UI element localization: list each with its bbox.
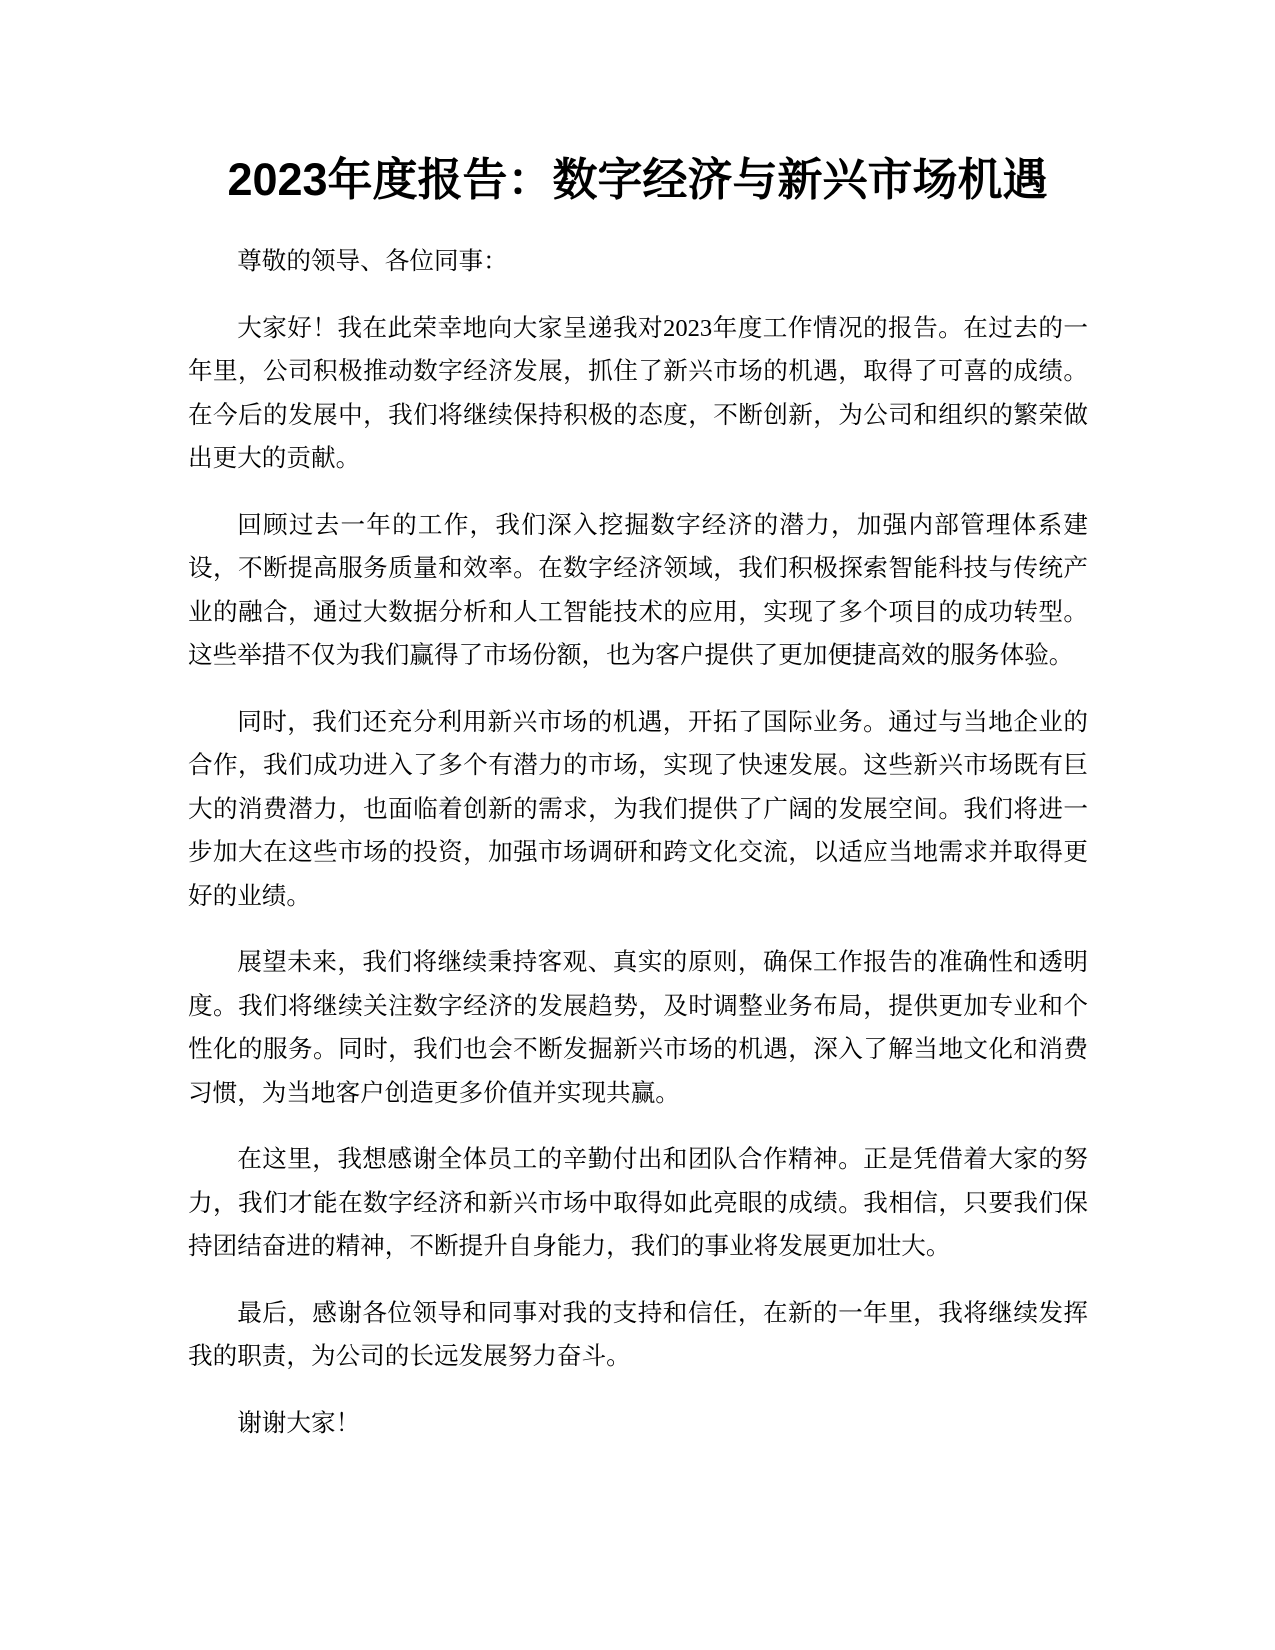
review-paragraph: 回顾过去一年的工作，我们深入挖掘数字经济的潜力，加强内部管理体系建设，不断提高服务质量和效率。在数字经济领域，我们积极探索智能科技与传统产业的融合，通过大数据分析和人工智能技术的应用，实现了多个项目的成功转型。这些举措不仅为我们赢得了市场份额，也为客户提供了更加便捷高效的服务体验。 bbox=[188, 511, 1088, 669]
thanks-staff-paragraph: 在这里，我想感谢全体员工的辛勤付出和团队合作精神。正是凭借着大家的努力，我们才能在数字经济和新兴市场中取得如此亮眼的成绩。我相信，只要我们保持团结奋进的精神，不断提升自身能力，我们的事业将发展更加壮大。 bbox=[188, 1146, 1088, 1260]
document-title: 2023年度报告：数字经济与新兴市场机遇 bbox=[227, 154, 1048, 205]
international-paragraph: 同时，我们还充分利用新兴市场的机遇，开拓了国际业务。通过与当地企业的合作，我们成功进入了多个有潜力的市场，实现了快速发展。这些新兴市场既有巨大的消费潜力，也面临着创新的需求，为我们提供了广阔的发展空间。我们将进一步加大在这些市场的投资，加强市场调研和跨文化交流，以适应当地需求并取得更好的业绩。 bbox=[188, 708, 1088, 910]
opening-paragraph: 大家好！我在此荣幸地向大家呈递我对2023年度工作情况的报告。在过去的一年里，公司积极推动数字经济发展，抓住了新兴市场的机遇，取得了可喜的成绩。在今后的发展中，我们将继续保持积极的态度，不断创新，为公司和组织的繁荣做出更大的贡献。 bbox=[188, 314, 1088, 472]
outlook-paragraph: 展望未来，我们将继续秉持客观、真实的原则，确保工作报告的准确性和透明度。我们将继续关注数字经济的发展趋势，及时调整业务布局，提供更加专业和个性化的服务。同时，我们也会不断发掘新兴市场的机遇，深入了解当地文化和消费习惯，为当地客户创造更多价值并实现共赢。 bbox=[188, 949, 1088, 1107]
salutation-paragraph: 尊敬的领导、各位同事： bbox=[237, 248, 508, 275]
document-body bbox=[188, 240, 1088, 1468]
closing-paragraph: 最后，感谢各位领导和同事对我的支持和信任，在新的一年里，我将继续发挥我的职责，为公司的长远发展努力奋斗。 bbox=[188, 1299, 1088, 1370]
sign-off-paragraph: 谢谢大家！ bbox=[237, 1409, 361, 1437]
